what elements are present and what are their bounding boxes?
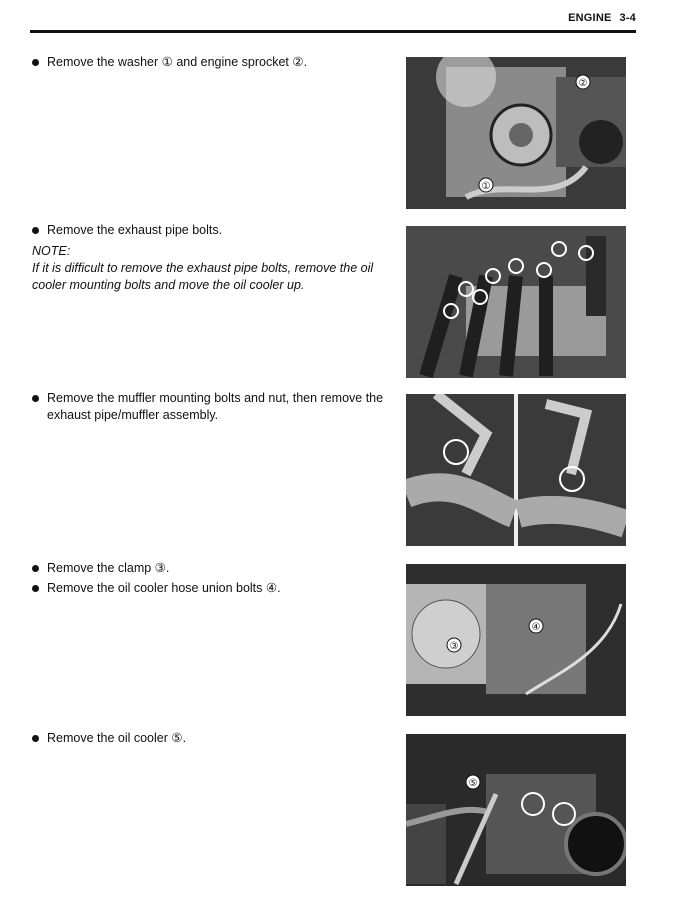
step-5 [32,730,392,750]
callout-label-1: ① [481,181,491,192]
photo-exhaust-bolts [406,226,626,378]
step-3 [32,390,392,427]
step-2-text: Remove the exhaust pipe bolts. [32,222,392,239]
note-text: If it is difficult to remove the exhaust pipe bolts, remove the oil cooler mounting bolts and move the oil cooler up. [32,261,374,292]
step-5-text: Remove the oil cooler ⑤. [32,730,392,747]
step-1-text: Remove the washer ① and engine sprocket ②. [32,54,392,71]
step-4b-text: Remove the oil cooler hose union bolts ④. [32,580,392,597]
header-rule [30,30,636,33]
callout-label-2: ② [578,78,588,89]
photo-oil-cooler-hose-image [406,564,626,716]
photo-oil-cooler-image [406,734,626,886]
photo-oil-cooler-hose [406,564,626,716]
step-1 [32,54,392,74]
callout-label-4: ④ [531,622,541,633]
photo-exhaust-bolts-image [406,226,626,378]
header-title [568,12,636,24]
callout-label-3: ③ [449,641,459,652]
photo-engine-sprocket [406,57,626,209]
photo-oil-cooler [406,734,626,886]
step-2 [32,222,392,294]
callout-label-5: ⑤ [468,778,478,789]
note-title: NOTE: [32,244,71,258]
photo-engine-sprocket-image [406,57,626,209]
photo-muffler-bolts [406,394,626,546]
step-4a-text: Remove the clamp ③. [32,560,392,577]
step-4 [32,560,392,600]
step-3-text: Remove the muffler mounting bolts and nut, then remove the exhaust pipe/muffler assembly. [32,390,392,424]
section-title: ENGINE [568,12,612,24]
page-header [0,0,680,36]
photo-muffler-bolts-image [406,394,626,546]
page-number: 3-4 [619,12,636,24]
